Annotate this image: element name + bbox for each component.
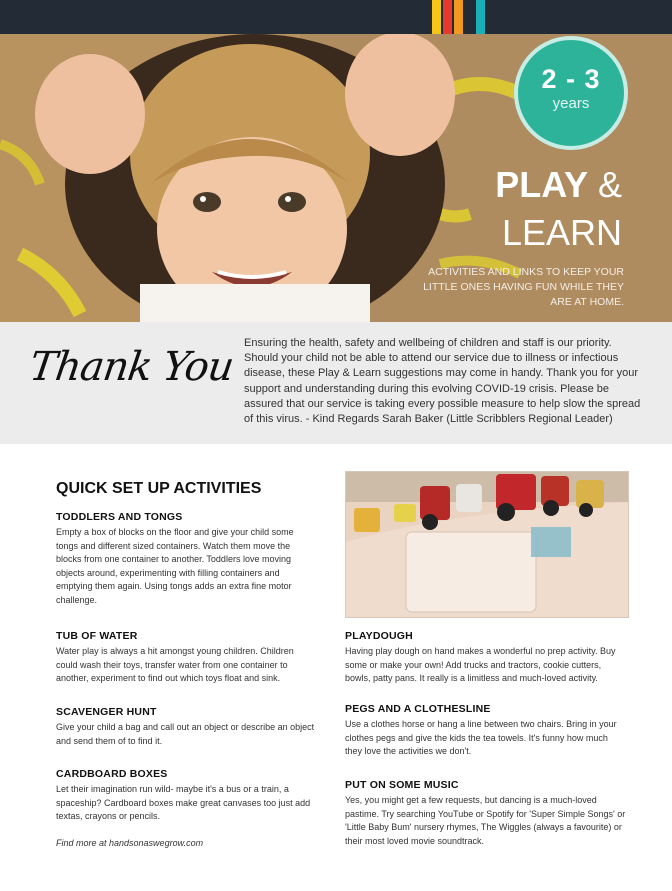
activity-body: Let their imagination run wild- maybe it's a bus or a train, a spaceship? Cardboard boxes make great canvases too just add textas, crayons or pencils. [56, 784, 311, 822]
top-bar [0, 0, 672, 34]
activity-tub-of-water [56, 630, 316, 686]
activity-body: Having play dough on hand makes a wonderful no prep activity. Buy some or make your own! Add trucks and tractors, cookie cutters, bowls, patty pans. It really is a limitless and much-loved activity. [345, 646, 616, 684]
activity-body: Empty a box of blocks on the floor and give your child some tongs and different sized containers. Watch them move the blocks from one container to another. Toddlers love moving objects around, experimenting with filling containers and emptying them again. Using tongs adds an extra fine motor challenge. [56, 527, 294, 605]
activity-heading: PLAYDOUGH [345, 630, 413, 642]
stripe-red [443, 0, 452, 34]
activity-body: Give your child a bag and call out an object or describe an object and send them of to find it. [56, 722, 315, 746]
activity-scavenger-hunt [56, 706, 316, 748]
thank-you-message: Ensuring the health, safety and wellbeing of children and staff is our priority. Should your child not be able to attend our service due to illness or infectious disease, these Play & Learn suggestions may come in handy. Thank you for your support and understanding during this evolving COVID-19 crisis. Please be assured that our service is taking every possible measure to help slow the spread of this virus. - Kind Regards Sarah Baker (Little Scribblers Regional Leader) [244, 337, 641, 426]
activity-heading: CARDBOARD BOXES [56, 768, 168, 780]
activity-playdough [345, 630, 627, 686]
title-play: PLAY [495, 164, 588, 205]
activity-body: Water play is always a hit amongst young children. Children could wash their toys, transfer water from one container to another, experiment to find out which toys float and sink. [56, 646, 294, 684]
hero-banner [0, 34, 672, 322]
toy-trucks-image [346, 472, 628, 617]
thank-you-panel [0, 322, 672, 444]
title-amp: & [597, 164, 622, 205]
activity-pegs-clothesline [345, 703, 627, 759]
thank-you-script: Thank You [26, 344, 237, 390]
toys-photo [345, 471, 629, 618]
activity-put-on-music [345, 779, 627, 848]
activity-heading: PEGS AND A CLOTHESLINE [345, 703, 491, 715]
stripe-yellow [432, 0, 441, 34]
activity-cardboard-boxes [56, 768, 316, 824]
stripe-teal [476, 0, 485, 34]
title-learn: LEARN [501, 212, 622, 253]
age-badge [514, 36, 628, 150]
age-range: 2 - 3 [541, 64, 601, 94]
stripe-orange [454, 0, 463, 34]
activity-toddlers-tongs [56, 511, 316, 608]
activity-body: Yes, you might get a few requests, but dancing is a much-loved pastime. Try searching YouTube or Spotify for 'Super Simple Songs' or 'Little Baby Bum' nursery rhymes, The Wiggles (always a favourite) or their most loved movie soundtrack. [345, 795, 626, 846]
activity-heading: TODDLERS AND TONGS [56, 511, 183, 523]
age-unit: years [552, 95, 590, 112]
activity-heading: PUT ON SOME MUSIC [345, 779, 459, 791]
find-more-link[interactable]: Find more at handsonaswegrow.com [56, 838, 204, 848]
activity-body: Use a clothes horse or hang a line between two chairs. Bring in your clothes pegs and give the kids the tea towels. It's funny how much they love the activities we don't. [345, 719, 617, 757]
hero-subtitle: ACTIVITIES AND LINKS TO KEEP YOUR LITTLE ONES HAVING FUN WHILE THEY ARE AT HOME. [423, 266, 624, 308]
play-learn-title [495, 162, 622, 256]
activity-heading: SCAVENGER HUNT [56, 706, 157, 718]
section-title: QUICK SET UP ACTIVITIES [56, 480, 262, 497]
activity-heading: TUB OF WATER [56, 630, 138, 642]
